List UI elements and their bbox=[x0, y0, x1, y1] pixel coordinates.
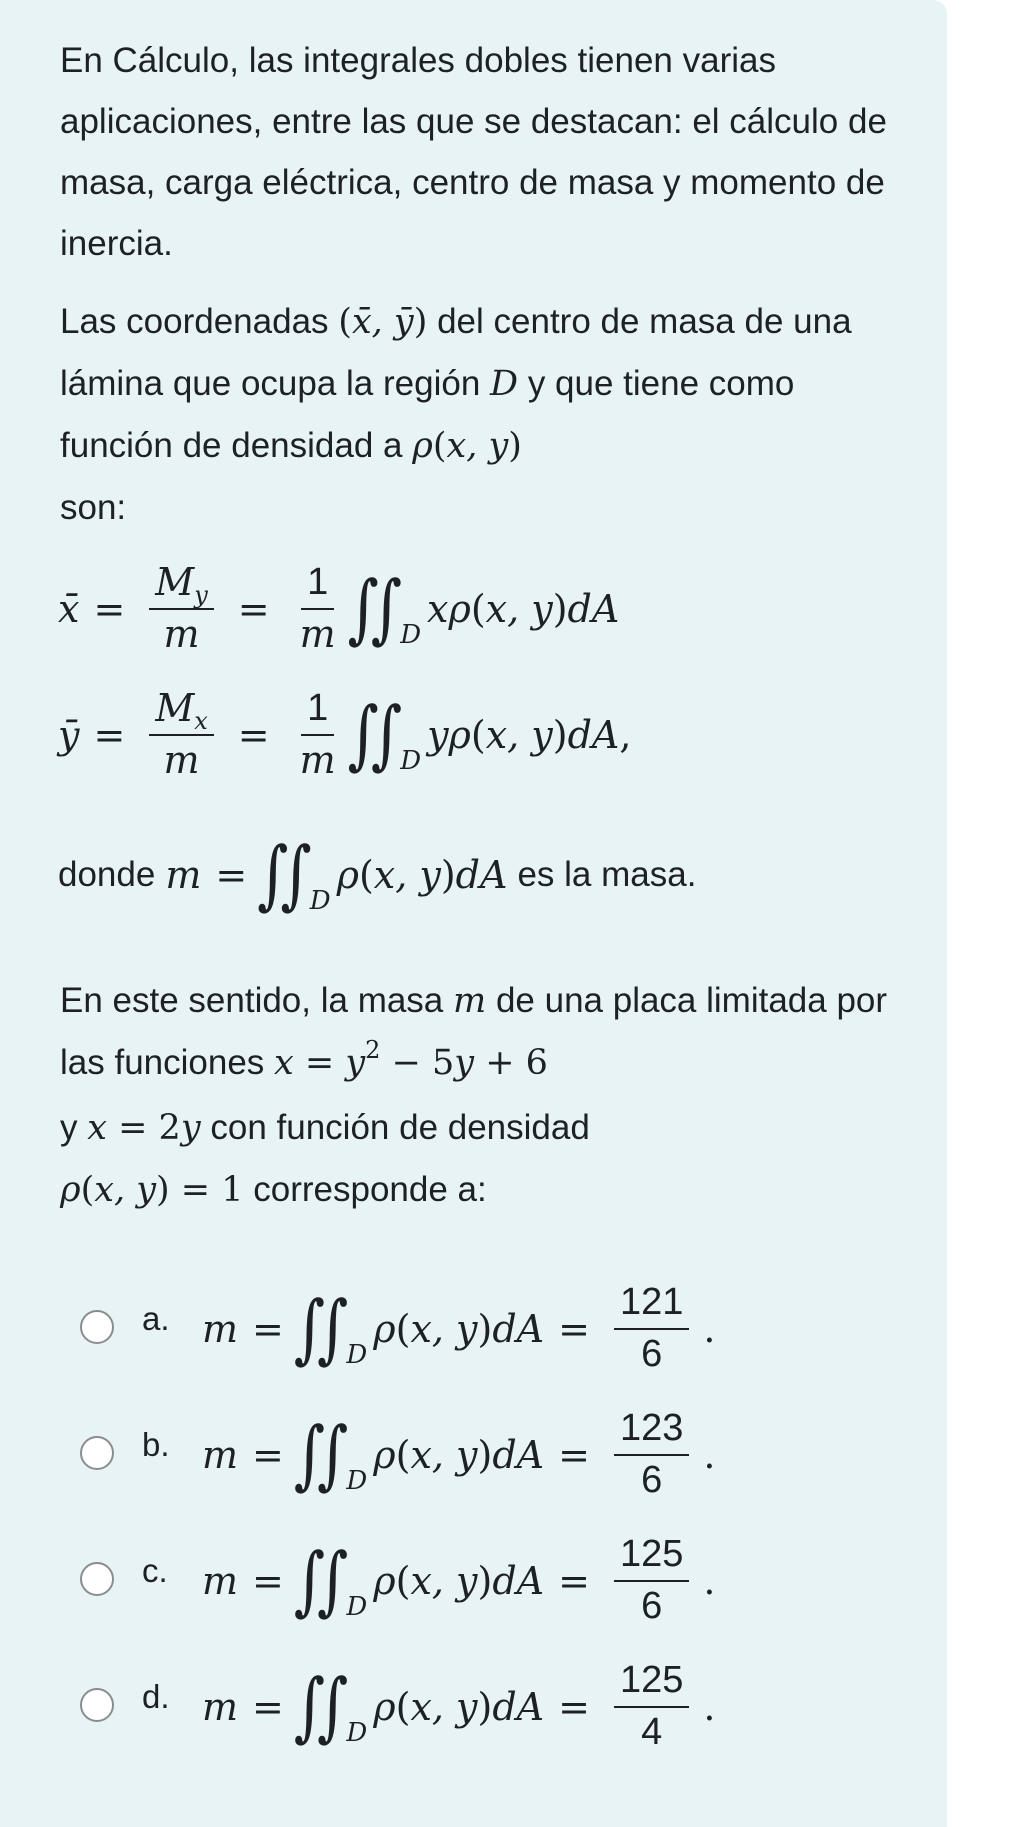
option-c[interactable] bbox=[80, 1533, 900, 1638]
coords-text-1: Las coordenadas bbox=[60, 302, 329, 341]
option-b[interactable] bbox=[80, 1407, 900, 1512]
option-formula: m = ∫ ∫ D ρ(x, y)dA = $\frac{125}{4}$ . bbox=[202, 1659, 716, 1753]
density-equation: ρ(x, y) = 1 bbox=[60, 1170, 244, 1210]
radio-button-a[interactable] bbox=[80, 1310, 114, 1344]
curve-2-equation: x = 2y bbox=[87, 1108, 201, 1148]
radio-button-d[interactable] bbox=[80, 1688, 114, 1722]
option-formula: m = ∫ ∫ D ρ(x, y)dA = $\frac{125}{6}$ . bbox=[202, 1533, 716, 1627]
xbar-formula: x̄ = $\frac{M_y}{m}$ = $\frac{1}{m}$ ∫ ∫ D xρ(x, y)dA bbox=[58, 560, 620, 656]
coords-text bbox=[60, 291, 900, 538]
option-formula: m = ∫ ∫ D ρ(x, y)dA = $\frac{123}{6}$ . bbox=[202, 1407, 716, 1501]
option-letter: a. bbox=[142, 1300, 170, 1337]
option-letter: b. bbox=[142, 1426, 170, 1463]
option-letter: c. bbox=[142, 1552, 168, 1589]
curve-1-equation: $x = y^2 - 5y + 6$ bbox=[274, 1036, 548, 1083]
density-symbol: ρ(x, y) bbox=[412, 426, 522, 466]
region-symbol: D bbox=[490, 364, 519, 404]
option-letter: d. bbox=[142, 1678, 170, 1715]
option-a[interactable] bbox=[80, 1281, 900, 1386]
ybar-formula: ȳ = $\frac{M_x}{m}$ = $\frac{1}{m}$ ∫ ∫ D yρ(x, y)dA, bbox=[58, 686, 632, 782]
coords-text-2: del centro de masa de una lámina que ocupa la región bbox=[60, 302, 852, 403]
question-text: En este sentido, la masa m de una placa limitada por las funciones $x = y^2 - 5y + 6$ y x = 2y con función de densidad ρ(x, y) = 1 corresponde a: bbox=[60, 981, 888, 1210]
coords-text-4: son: bbox=[60, 488, 127, 527]
radio-button-c[interactable] bbox=[80, 1562, 114, 1596]
radio-button-b[interactable] bbox=[80, 1436, 114, 1470]
option-d[interactable] bbox=[80, 1659, 900, 1764]
mass-definition: donde m = ∫ ∫ D ρ(x, y)dA es la masa. bbox=[58, 831, 697, 919]
center-of-mass-symbol: (x̄, ȳ) bbox=[338, 302, 428, 342]
coords-text-3: y que tiene como función de densidad a bbox=[60, 364, 795, 465]
option-formula: m = ∫ ∫ D ρ(x, y)dA = $\frac{121}{6}$ . bbox=[202, 1281, 716, 1375]
intro-text: En Cálculo, las integrales dobles tienen varias aplicaciones, entre las que se destacan: el cálculo de masa, carga eléctrica, centro de masa y momento de inercia. bbox=[60, 41, 887, 263]
